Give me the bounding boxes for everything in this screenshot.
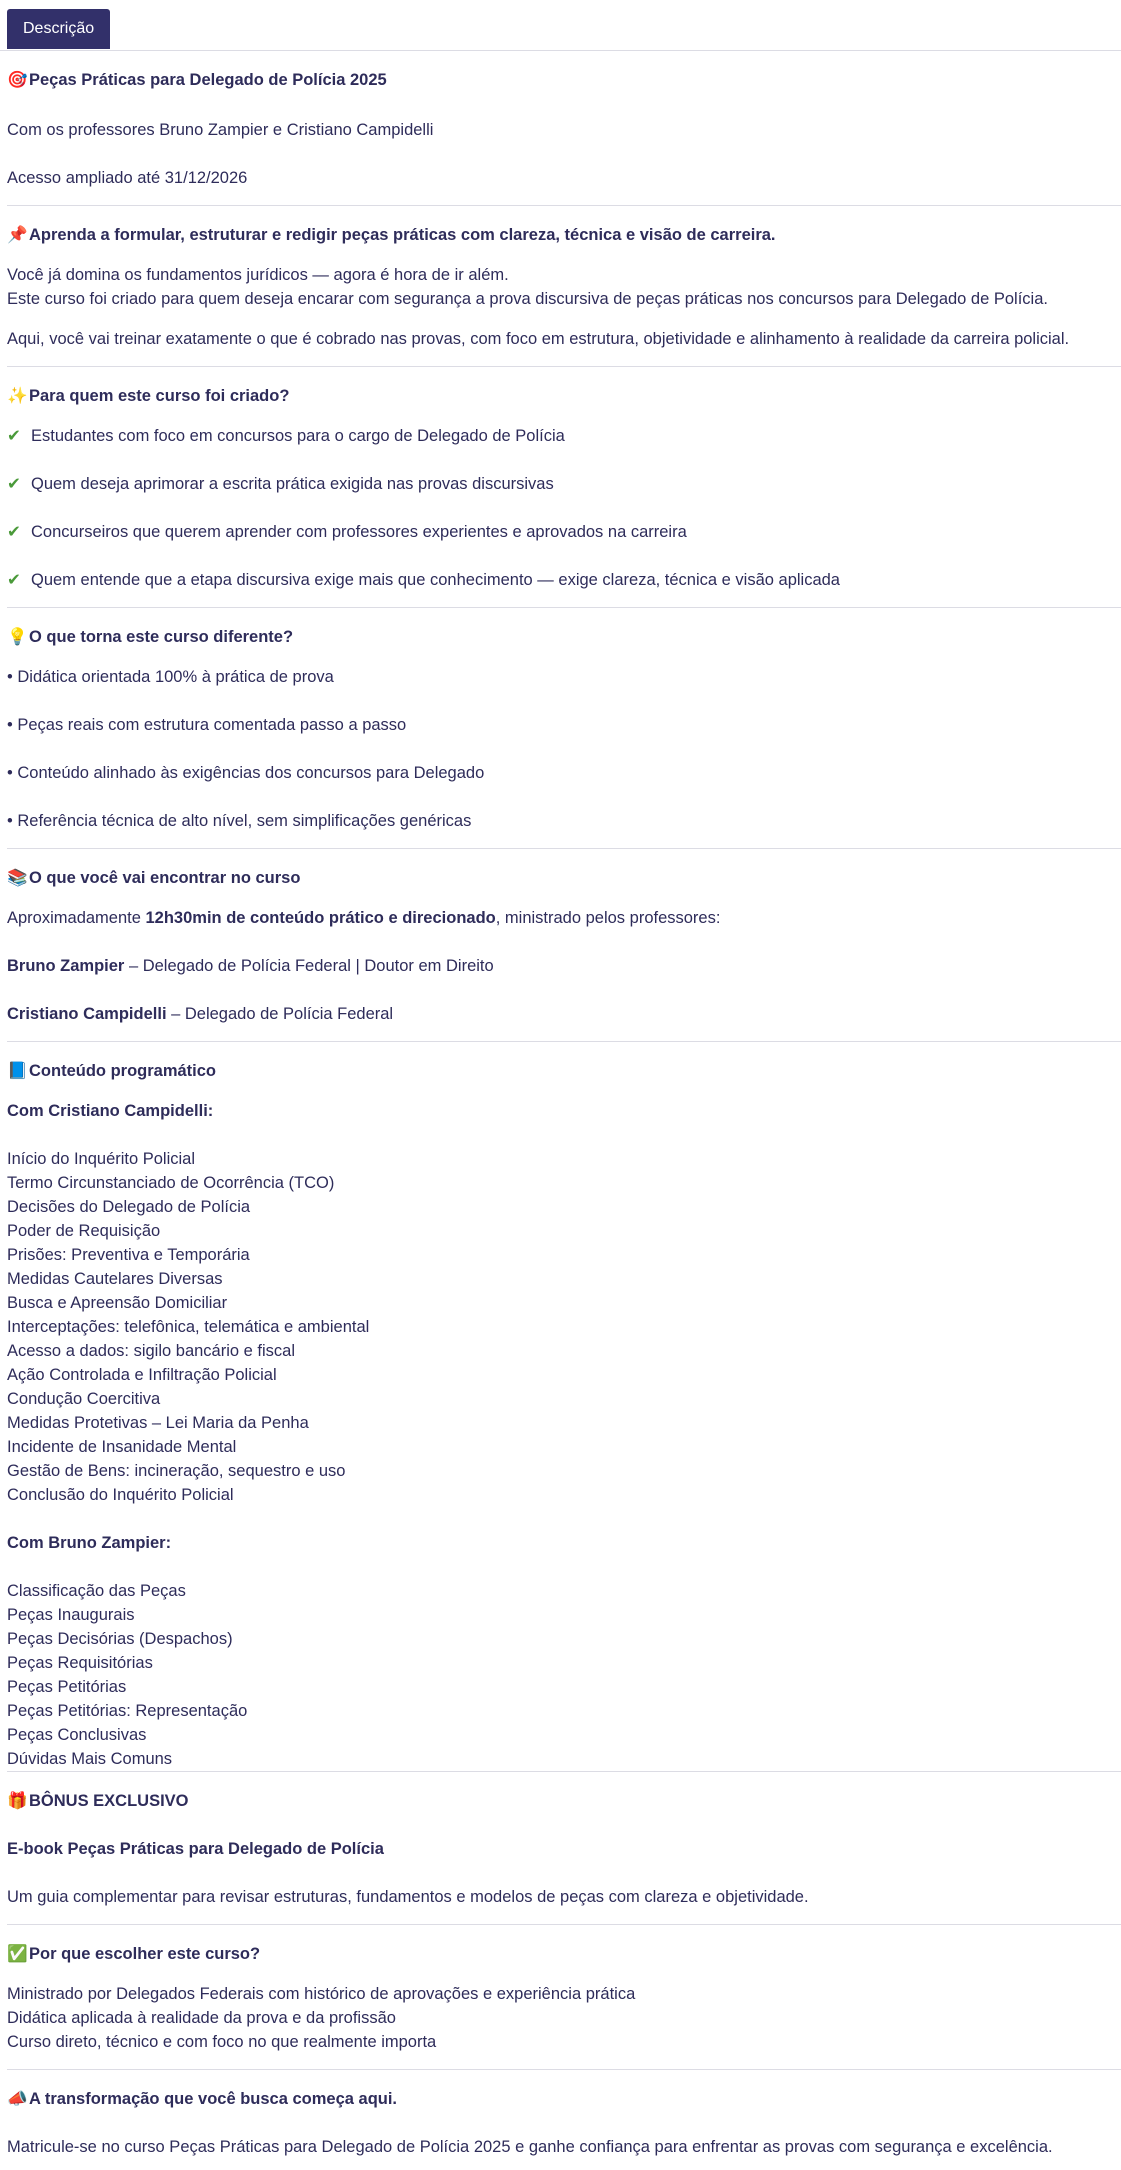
different-item: • Conteúdo alinhado às exigências dos concursos para Delegado [7, 764, 485, 782]
divider [7, 205, 1121, 206]
program-item: Gestão de Bens: incineração, sequestro e uso [7, 1462, 346, 1480]
program-item: Dúvidas Mais Comuns [7, 1750, 173, 1768]
light-bulb-icon: 💡 [7, 627, 28, 646]
audience-item-text: Quem deseja aprimorar a escrita prática exigida nas provas discursivas [31, 475, 554, 493]
program-item: Prisões: Preventiva e Temporária [7, 1246, 250, 1264]
learn-heading-text: Aprenda a formular, estruturar e redigir peças práticas com clareza, técnica e visão de carreira. [29, 226, 776, 244]
audience-item-text: Concurseiros que querem aprender com professores experientes e aprovados na carreira [31, 523, 687, 541]
find-intro-bold: 12h30min de conteúdo prático e direcionado [145, 909, 496, 927]
cta-heading-text: A transformação que você busca começa aqui. [29, 2090, 398, 2108]
program-item: Acesso a dados: sigilo bancário e fiscal [7, 1342, 295, 1360]
course-title-text: Peças Práticas para Delegado de Polícia 2025 [29, 71, 387, 89]
cta-text: Matricule-se no curso Peças Práticas para Delegado de Polícia 2025 e ganhe confiança para enfrentar as provas com segurança e excelência. [7, 2138, 1053, 2156]
program-item: Peças Conclusivas [7, 1726, 147, 1744]
cta-heading [7, 2087, 397, 2111]
program-item: Peças Petitórias: Representação [7, 1702, 248, 1720]
audience-item-text: Estudantes com foco em concursos para o cargo de Delegado de Polícia [31, 427, 565, 445]
program-heading-text: Conteúdo programático [29, 1062, 217, 1080]
why-item: Didática aplicada à realidade da prova e da profissão [7, 2009, 396, 2027]
different-item: • Didática orientada 100% à prática de prova [7, 668, 334, 686]
tab-description[interactable]: Descrição [7, 9, 110, 49]
program-item: Início do Inquérito Policial [7, 1150, 196, 1168]
professor-name: Bruno Zampier [7, 957, 125, 975]
gift-icon: 🎁 [7, 1791, 28, 1810]
books-icon: 📚 [7, 868, 28, 887]
divider [7, 1771, 1121, 1772]
professor-bruno [7, 954, 494, 978]
program-item: Decisões do Delegado de Polícia [7, 1198, 251, 1216]
learn-paragraph-1: Você já domina os fundamentos jurídicos — agora é hora de ir além. [7, 266, 509, 284]
access-line: Acesso ampliado até 31/12/2026 [7, 169, 248, 187]
check-mark-icon: ✔ [7, 474, 21, 493]
program-heading [7, 1059, 216, 1083]
check-mark-icon: ✔ [7, 426, 21, 445]
different-heading-text: O que torna este curso diferente? [29, 628, 294, 646]
different-heading [7, 625, 293, 649]
audience-item [7, 568, 840, 592]
tab-bar [0, 0, 1121, 51]
program-item: Incidente de Insanidade Mental [7, 1438, 237, 1456]
check-mark-icon: ✔ [7, 570, 21, 589]
divider [7, 366, 1121, 367]
why-heading-text: Por que escolher este curso? [29, 1945, 261, 1963]
megaphone-icon: 📣 [7, 2089, 28, 2108]
audience-item [7, 520, 687, 544]
find-intro [7, 906, 720, 930]
why-item: Curso direto, técnico e com foco no que realmente importa [7, 2033, 437, 2051]
program-group-title: Com Bruno Zampier: [7, 1534, 172, 1552]
target-icon: 🎯 [7, 70, 28, 89]
different-item: • Referência técnica de alto nível, sem simplificações genéricas [7, 812, 472, 830]
program-item: Medidas Cautelares Diversas [7, 1270, 223, 1288]
why-heading [7, 1942, 260, 1966]
program-item: Busca e Apreensão Domiciliar [7, 1294, 228, 1312]
find-heading-text: O que você vai encontrar no curso [29, 869, 301, 887]
find-intro-pre: Aproximadamente [7, 909, 146, 927]
divider [7, 1924, 1121, 1925]
professor-name: Cristiano Campidelli [7, 1005, 167, 1023]
audience-item [7, 424, 565, 448]
bonus-heading [7, 1789, 189, 1813]
program-item: Peças Requisitórias [7, 1654, 153, 1672]
audience-item-text: Quem entende que a etapa discursiva exige mais que conhecimento — exige clareza, técnica e visão aplicada [31, 571, 840, 589]
bonus-title: E-book Peças Práticas para Delegado de Polícia [7, 1840, 384, 1858]
bonus-heading-text: BÔNUS EXCLUSIVO [29, 1792, 189, 1810]
program-item: Termo Circunstanciado de Ocorrência (TCO) [7, 1174, 335, 1192]
program-item: Medidas Protetivas – Lei Maria da Penha [7, 1414, 309, 1432]
professor-desc: – Delegado de Polícia Federal [166, 1005, 394, 1023]
learn-heading [7, 223, 776, 247]
pushpin-icon: 📌 [7, 225, 28, 244]
program-item: Peças Inaugurais [7, 1606, 135, 1624]
audience-item [7, 472, 554, 496]
find-heading [7, 866, 300, 890]
program-item: Conclusão do Inquérito Policial [7, 1486, 234, 1504]
find-intro-post: , ministrado pelos professores: [495, 909, 721, 927]
divider [7, 848, 1121, 849]
program-item: Classificação das Peças [7, 1582, 186, 1600]
bonus-description: Um guia complementar para revisar estruturas, fundamentos e modelos de peças com clareza e objetividade. [7, 1888, 809, 1906]
professor-desc: – Delegado de Polícia Federal | Doutor em Direito [124, 957, 494, 975]
learn-paragraph-3: Aqui, você vai treinar exatamente o que é cobrado nas provas, com foco em estrutura, objetividade e alinhamento à realidade da carreira policial. [7, 330, 1070, 348]
different-item: • Peças reais com estrutura comentada passo a passo [7, 716, 407, 734]
professor-cristiano [7, 1002, 393, 1026]
check-mark-icon: ✔ [7, 522, 21, 541]
program-item: Interceptações: telefônica, telemática e ambiental [7, 1318, 370, 1336]
program-item: Poder de Requisição [7, 1222, 161, 1240]
program-item: Peças Decisórias (Despachos) [7, 1630, 233, 1648]
sparkles-icon: ✨ [7, 386, 28, 405]
program-item: Ação Controlada e Infiltração Policial [7, 1366, 277, 1384]
divider [7, 607, 1121, 608]
program-group-title: Com Cristiano Campidelli: [7, 1102, 214, 1120]
divider [7, 2069, 1121, 2070]
learn-paragraph-2: Este curso foi criado para quem deseja encarar com segurança a prova discursiva de peças práticas nos concursos para Delegado de Polícia. [7, 290, 1048, 308]
program-item: Peças Petitórias [7, 1678, 127, 1696]
why-item: Ministrado por Delegados Federais com histórico de aprovações e experiência prática [7, 1985, 636, 2003]
audience-heading [7, 384, 289, 408]
audience-heading-text: Para quem este curso foi criado? [29, 387, 290, 405]
professors-line: Com os professores Bruno Zampier e Cristiano Campidelli [7, 121, 434, 139]
course-title [7, 68, 387, 92]
program-item: Condução Coercitiva [7, 1390, 161, 1408]
blue-book-icon: 📘 [7, 1061, 28, 1080]
divider [7, 1041, 1121, 1042]
check-box-icon: ✅ [7, 1944, 28, 1963]
